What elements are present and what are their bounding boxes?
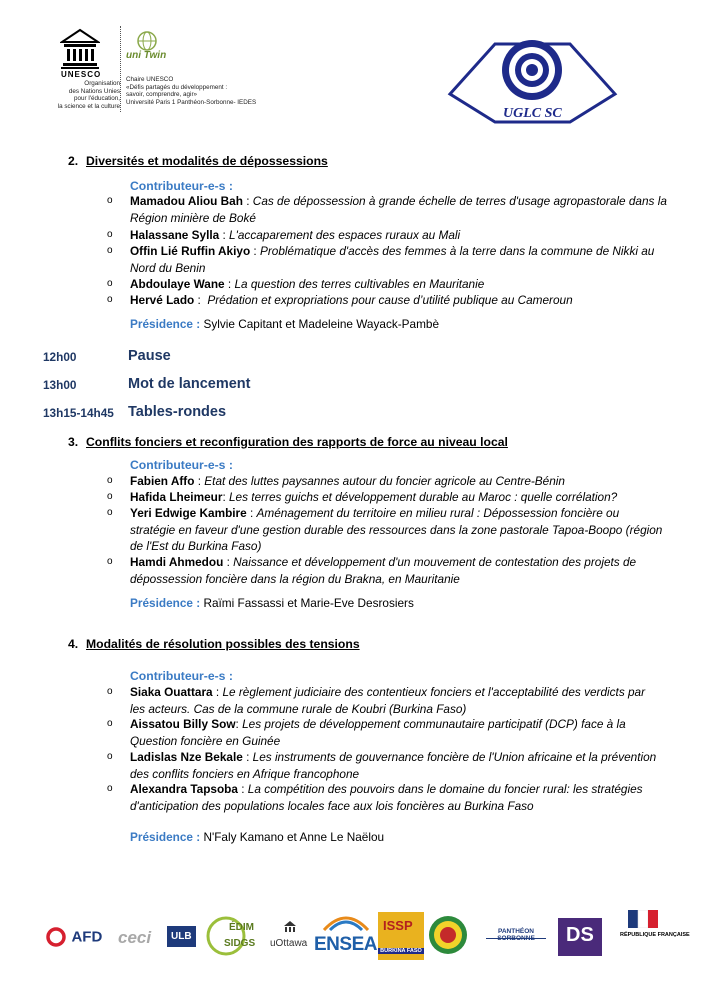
ulb-logo <box>167 926 196 947</box>
seal-logo <box>427 914 469 961</box>
unesco-caption-line: la science et la culture <box>57 102 120 110</box>
uottawa-building-icon <box>283 920 297 934</box>
separator: : <box>224 277 235 291</box>
contributor-name: Ladislas Nze Bekale <box>130 750 243 764</box>
unesco-caption-line: des Nations Unies <box>68 87 120 95</box>
contribution-title: Nord du Benin <box>130 260 206 275</box>
separator: : <box>194 474 205 488</box>
contribution-title: Naissance et développement d'un mouvement de contestation des projets de <box>233 555 637 569</box>
list-item <box>107 781 667 814</box>
uglc-logo <box>440 22 625 132</box>
list-item <box>107 749 667 782</box>
presidence-label: Présidence : <box>130 317 201 331</box>
contributor-name: Aissatou Billy Sow <box>130 717 236 731</box>
contribution-title: Le règlement judiciaire des contentieux fonciers et l'acceptabilité des verdicts par <box>222 685 646 699</box>
presidence-names: Sylvie Capitant et Madeleine Wayack-Pambè <box>200 317 440 331</box>
bullet-icon: o <box>107 245 113 256</box>
list-item <box>107 227 667 244</box>
contribution-title: Les instruments de gouvernance foncière de l'Union africaine et la prévention <box>252 750 657 764</box>
chair-caption-line: Université Paris 1 Panthéon-Sorbonne- IEDES <box>126 98 257 106</box>
section-number: 3. <box>68 435 79 449</box>
separator: : <box>237 782 248 796</box>
seal-emblem-icon <box>427 914 469 956</box>
schedule-label: Pause <box>128 348 171 364</box>
ds-logo <box>558 918 602 956</box>
contribution-title: Question foncière en Guinée <box>130 733 281 748</box>
section-heading: Conflits fonciers et reconfiguration des rapports de force au niveau local <box>86 435 508 449</box>
section-number: 4. <box>68 637 79 651</box>
bullet-icon: o <box>107 718 113 729</box>
contributor-name: Offin Lié Ruffin Akiyo <box>130 244 251 258</box>
chair-caption-line: «Défis partagés du développement : <box>126 83 228 91</box>
bullet-icon: o <box>107 783 113 794</box>
uglc-wordmark: UGLC SC <box>503 106 562 121</box>
schedule-time: 13h00 <box>43 378 77 392</box>
contribution-title: stratégie en faveur d'une gestion durable des ressources dans la zone pastorale Tapoa-Boopo (région <box>130 522 663 537</box>
pantheon-wordmark: PANTHÉON <box>498 928 534 935</box>
contribution-title: L'accaparement des espaces ruraux au Mali <box>229 228 461 242</box>
afd-logo <box>45 926 102 952</box>
marianne-flag-icon <box>628 910 658 928</box>
header-divider <box>120 26 121 112</box>
chair-caption <box>126 76 257 110</box>
contribution-title: Les terres guichs et développement durable au Maroc : quelle corrélation? <box>229 490 618 504</box>
list-item <box>107 473 667 490</box>
chair-caption-line: savoir, comprendre, agir» <box>126 91 198 98</box>
ensea-logo <box>314 912 378 958</box>
list-item <box>107 193 667 226</box>
contribution-title: Etat des luttes paysannes autour du foncier agricole au Centre-Bénin <box>204 474 565 488</box>
contribution-title: dépossession foncière dans la région du Brakna, en Mauritanie <box>130 571 460 586</box>
unesco-caption-line: pour l'éducation, <box>73 95 120 102</box>
bullet-icon: o <box>107 686 113 697</box>
contribution-title: d'anticipation des populations locales face aux lois foncières au Burkina Faso <box>130 798 534 813</box>
bullet-icon: o <box>107 278 113 289</box>
section-title <box>68 435 508 449</box>
chair-caption-line: Chaire UNESCO <box>126 76 174 83</box>
presidence-line <box>130 830 384 844</box>
list-item <box>107 716 667 749</box>
contribution-title: Les projets de développement communautaire participatif (DCP) face à la <box>242 717 626 731</box>
afd-wordmark: AFD <box>71 928 103 946</box>
list-item <box>107 276 667 293</box>
contribution-title: Cas de dépossession à grande échelle de terres d'usage agropastorale dans la <box>252 194 667 208</box>
contribution-title: Problématique d'accès des femmes à la terre dans la commune de Nikki au <box>260 244 655 258</box>
contributor-name: Siaka Ouattara <box>130 685 213 699</box>
bullet-icon: o <box>107 229 113 240</box>
ulb-wordmark: ULB <box>171 931 192 942</box>
bullet-icon: o <box>107 556 113 567</box>
presidence-names: Raïmi Fassassi et Marie-Eve Desrosiers <box>200 596 414 610</box>
uottawa-wordmark: uOttawa <box>270 938 308 949</box>
separator: : <box>194 293 208 307</box>
section-title <box>68 637 360 651</box>
ceci-wordmark: ceci <box>118 928 152 947</box>
unesco-caption-line: Organisation <box>84 80 120 87</box>
contributor-name: Mamadou Aliou Bah <box>130 194 243 208</box>
uottawa-logo <box>270 920 310 960</box>
presidence-line <box>130 596 414 610</box>
schedule-time: 12h00 <box>43 350 77 364</box>
list-item <box>107 684 667 717</box>
contributor-name: Fabien Affo <box>130 474 195 488</box>
presidence-names: N'Faly Kamano et Anne Le Naëlou <box>200 830 385 844</box>
contribution-title: La compétition des pouvoirs dans le domaine du foncier rural: les stratégies <box>247 782 643 796</box>
ensea-wordmark: ENSEA <box>314 934 377 955</box>
unesco-caption <box>28 80 120 114</box>
separator: : <box>219 228 230 242</box>
unitwin-logo <box>124 26 257 112</box>
unesco-temple-icon <box>60 28 100 70</box>
separator: : <box>242 750 253 764</box>
separator: : <box>246 506 257 520</box>
contributor-name: Abdoulaye Wane <box>130 277 225 291</box>
contributor-name: Alexandra Tapsoba <box>130 782 238 796</box>
contributor-name: Halassane Sylla <box>130 228 220 242</box>
section-heading: Modalités de résolution possibles des tensions <box>86 637 360 651</box>
section-number: 2. <box>68 154 79 168</box>
contributor-name: Yeri Edwige Kambire <box>130 506 247 520</box>
list-item <box>107 505 667 555</box>
ensea-waves-icon <box>322 912 370 932</box>
unitwin-globe-icon <box>132 30 162 52</box>
bullet-icon: o <box>107 195 113 206</box>
separator: : <box>222 490 229 504</box>
section-title <box>68 154 328 168</box>
presidence-line <box>130 317 439 331</box>
issp-logo <box>378 912 424 960</box>
unesco-logo <box>28 24 120 114</box>
issp-wordmark: ISSP <box>383 918 413 933</box>
contribution-title: La question des terres cultivables en Mauritanie <box>234 277 485 291</box>
bullet-icon: o <box>107 475 113 486</box>
pantheon-sorbonne-logo <box>480 922 552 952</box>
contributor-name: Hamdi Ahmedou <box>130 555 224 569</box>
contributors-label: Contributeur-e-s : <box>130 669 233 683</box>
list-item <box>107 243 667 276</box>
contributor-name: Hervé Lado <box>130 293 195 307</box>
bullet-icon: o <box>107 491 113 502</box>
presidence-label: Présidence : <box>130 830 201 844</box>
contribution-title: de l'Est du Burkina Faso) <box>130 539 262 553</box>
separator: : <box>223 555 234 569</box>
republique-francaise-logo <box>620 910 690 962</box>
contribution-title: des conflits fonciers en Afrique francophone <box>130 766 360 781</box>
bullet-icon: o <box>107 507 113 518</box>
contributor-name: Hafida Lheimeur <box>130 490 223 504</box>
list-item <box>107 554 667 587</box>
unesco-wordmark: UNESCO <box>61 70 102 79</box>
list-item <box>107 489 667 506</box>
schedule-time: 13h15-14h45 <box>43 406 114 420</box>
presidence-label: Présidence : <box>130 596 201 610</box>
contribution-title: Prédation et expropriations pour cause d’utilité publique au Cameroun <box>207 293 573 307</box>
sidgs-wordmark: SIDGS <box>224 938 256 949</box>
contributors-label: Contributeur-e-s : <box>130 458 233 472</box>
burkina-wordmark: BURKINA FASO <box>378 948 424 954</box>
schedule-label: Mot de lancement <box>128 376 251 392</box>
separator: : <box>212 685 223 699</box>
pantheon-rule <box>486 938 546 939</box>
rf-wordmark: RÉPUBLIQUE FRANÇAISE <box>620 932 690 938</box>
schedule-label: Tables-rondes <box>128 404 227 420</box>
ds-wordmark: DS <box>566 924 594 946</box>
separator: : <box>235 717 243 731</box>
bullet-icon: o <box>107 751 113 762</box>
contribution-title: les acteurs. Cas de la commune rurale de Koubri (Burkina Faso) <box>130 701 467 716</box>
edim-wreath-icon <box>204 914 260 958</box>
list-item <box>107 292 667 309</box>
edim-wordmark: ÉDIM <box>229 922 254 933</box>
contribution-title: Région minière de Boké <box>130 210 256 225</box>
edim-logo <box>204 914 260 958</box>
afd-ring-icon <box>45 926 67 948</box>
bullet-icon: o <box>107 294 113 305</box>
contribution-title: Aménagement du territoire en milieu rural : Dépossession foncière ou <box>256 506 620 520</box>
ceci-logo <box>118 928 151 948</box>
unitwin-wordmark: uni Twin <box>126 50 167 61</box>
section-heading: Diversités et modalités de dépossessions <box>86 154 328 168</box>
separator: : <box>250 244 260 258</box>
contributors-label: Contributeur-e-s : <box>130 179 233 193</box>
separator: : <box>242 194 253 208</box>
